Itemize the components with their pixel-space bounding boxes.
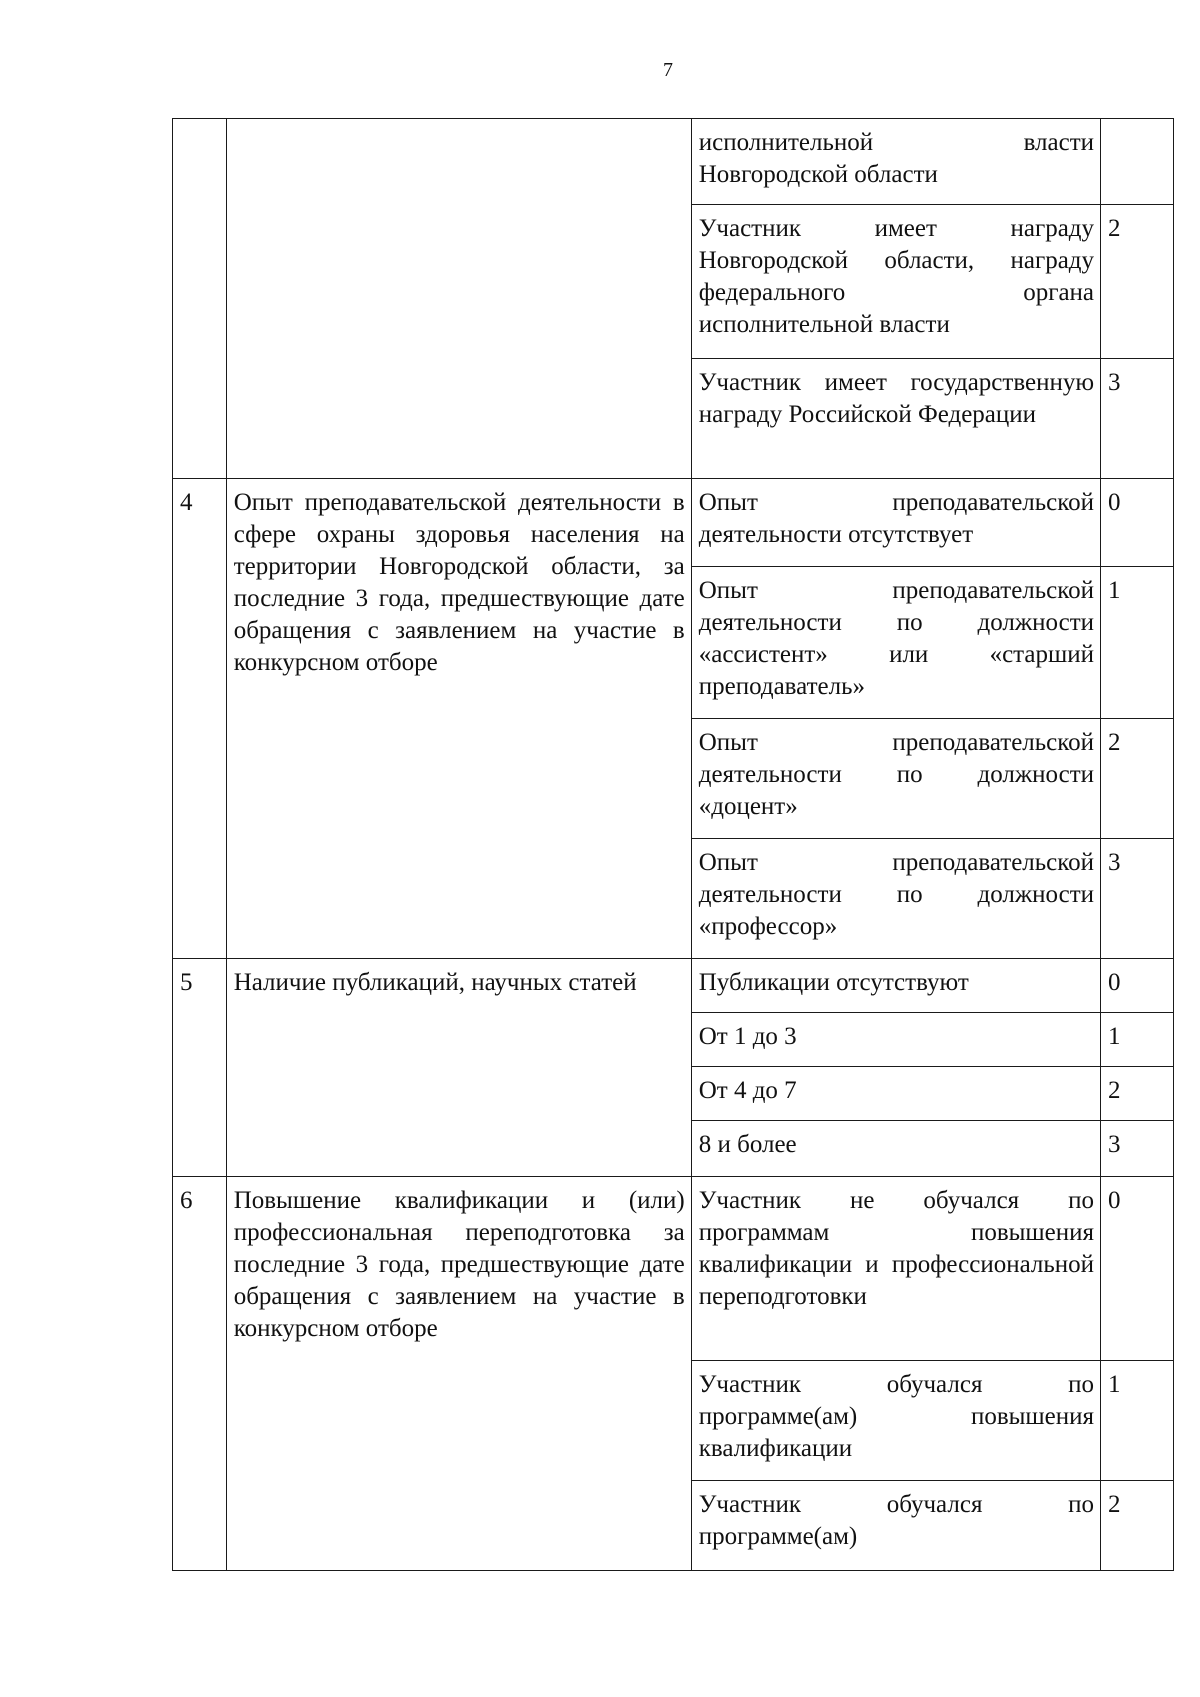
criterion-name bbox=[226, 119, 691, 479]
option-score: 2 bbox=[1101, 205, 1174, 359]
row-number: 4 bbox=[173, 479, 227, 959]
option-score: 2 bbox=[1101, 1481, 1174, 1571]
row-number: 5 bbox=[173, 959, 227, 1177]
option-score: 0 bbox=[1101, 1177, 1174, 1361]
option-score: 1 bbox=[1101, 1013, 1174, 1067]
option-text: Опыт преподавательской деятельности по должности «доцент» bbox=[691, 719, 1100, 839]
option-score: 3 bbox=[1101, 1121, 1174, 1177]
option-text: исполнительной власти Новгородской области bbox=[691, 119, 1100, 205]
row-number: 6 bbox=[173, 1177, 227, 1571]
option-score: 0 bbox=[1101, 479, 1174, 567]
option-text: Публикации отсутствуют bbox=[691, 959, 1100, 1013]
table-row bbox=[173, 1177, 1174, 1361]
criterion-name: Повышение квалификации и (или) профессиональная переподготовка за последние 3 года, предшествующие дате обращения с заявлением на участие в конкурсном отборе bbox=[226, 1177, 691, 1571]
criterion-name: Наличие публикаций, научных статей bbox=[226, 959, 691, 1177]
option-score: 1 bbox=[1101, 567, 1174, 719]
option-text: Опыт преподавательской деятельности по должности «ассистент» или «старший преподаватель» bbox=[691, 567, 1100, 719]
row-number bbox=[173, 119, 227, 479]
option-text: Участник не обучался по программам повышения квалификации и профессиональной переподготовки bbox=[691, 1177, 1100, 1361]
table-row bbox=[173, 119, 1174, 205]
option-text: 8 и более bbox=[691, 1121, 1100, 1177]
option-text: Участник имеет государственную награду Российской Федерации bbox=[691, 359, 1100, 479]
option-score: 2 bbox=[1101, 1067, 1174, 1121]
option-text: От 1 до 3 bbox=[691, 1013, 1100, 1067]
criterion-name: Опыт преподавательской деятельности в сфере охраны здоровья населения на территории Новгородской области, за последние 3 года, предшествующие дате обращения с заявлением на участие в конкурсном отборе bbox=[226, 479, 691, 959]
option-score: 0 bbox=[1101, 959, 1174, 1013]
option-score: 3 bbox=[1101, 359, 1174, 479]
option-text: Участник имеет награду Новгородской области, награду федерального органа исполнительной власти bbox=[691, 205, 1100, 359]
table-row bbox=[173, 479, 1174, 567]
table-row bbox=[173, 959, 1174, 1013]
option-text: От 4 до 7 bbox=[691, 1067, 1100, 1121]
option-score: 1 bbox=[1101, 1361, 1174, 1481]
option-score: 2 bbox=[1101, 719, 1174, 839]
option-text: Опыт преподавательской деятельности по должности «профессор» bbox=[691, 839, 1100, 959]
option-text: Опыт преподавательской деятельности отсутствует bbox=[691, 479, 1100, 567]
option-score bbox=[1101, 119, 1174, 205]
option-text: Участник обучался по программе(ам) bbox=[691, 1481, 1100, 1571]
criteria-table bbox=[172, 118, 1174, 1571]
option-score: 3 bbox=[1101, 839, 1174, 959]
option-text: Участник обучался по программе(ам) повышения квалификации bbox=[691, 1361, 1100, 1481]
page-number: 7 bbox=[663, 59, 673, 81]
